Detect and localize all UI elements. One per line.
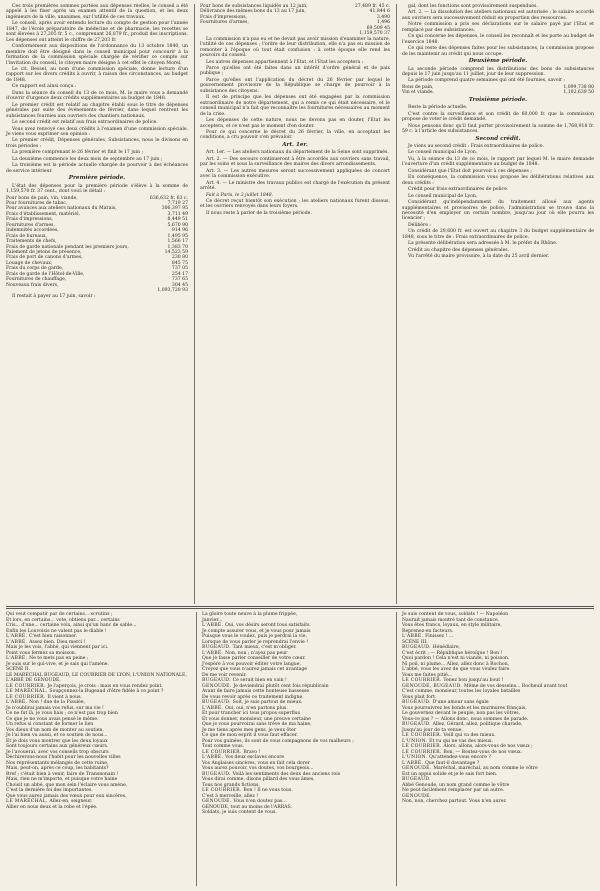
speaker-name: L'UNION. <box>402 755 430 760</box>
article-text: Art. 3. — Les autres mesures seront successivement appliquées de concert avec la commission exécutive. <box>200 168 390 180</box>
play-column-3 <box>402 612 594 805</box>
col2-closing <box>200 199 390 216</box>
amount-label: Fournitures d'armes, <box>6 222 55 228</box>
verse-text: Bref ; c'était bien à venir, faire de Transnonain ! <box>6 771 119 777</box>
verse-text: Vous me faites pitié... <box>402 672 453 678</box>
speaker-name: BUGEAUD. <box>402 777 431 782</box>
speaker-name: BUGEAUD. <box>202 700 233 705</box>
speaker-name: LE MARÉCHAL. <box>6 689 50 694</box>
verse-text: Je compte assurer vous, et je vous pour jamais <box>202 628 311 634</box>
verse-text: Et lors, en certains... vote, obtiens par... certains <box>6 617 120 623</box>
verse-text: Je deviendrai plutôt cent fois républicain <box>233 683 329 689</box>
play-line <box>6 805 192 811</box>
play-line <box>6 673 192 684</box>
amount-value: 5,670 90 <box>167 222 188 228</box>
amount-label: Fournitures de chauffage, <box>6 277 67 283</box>
paragraph: Le second crédit est relatif aux frais extraordinaires de police. <box>12 120 158 126</box>
column-2 <box>200 4 390 217</box>
second-credit-heading: Second crédit. <box>475 135 521 142</box>
paragraph: Nous pensons donc qu'il faut porter provisoirement la somme de 1,768,918 fr. 59 c. à l'article des subsistances. <box>402 123 594 135</box>
verse-text: Ce ne fut là, je vous hais ; ce n'est pas trop bien <box>6 711 118 716</box>
verse-text: Je suis content de vous, soldats ! — Napoléon <box>402 612 509 617</box>
verse-text: Est un appui solide et je le sais fort bien. <box>402 771 498 777</box>
verse-text: Veill qui va des mieux. <box>443 733 496 738</box>
verse-text: Tant mieux, c'est m'obliger. <box>232 645 297 650</box>
verse-text: Bravo ! <box>243 749 261 755</box>
amount-value: 914 96 <box>171 228 188 234</box>
speaker-name: L'ABBÉ. <box>402 760 426 766</box>
speaker-name: GENOUDE, BUGEAUD. <box>402 683 464 689</box>
amount-value: 7,719 27 <box>167 200 188 206</box>
column-divider <box>396 4 397 604</box>
verse-text: Quoi pardon ! Cela n'est ni viande, ni poisson. <box>402 656 510 661</box>
speaker-name: BUGEAUD. <box>402 645 433 650</box>
verse-text: Vous poursuivrez les bonds et les murmures français, <box>402 705 527 711</box>
col2-heading: Art. 1er. <box>282 141 308 148</box>
verse-text: LE MARÉCHAL BUGEAUD, LE COURRIER DE LYON, L'UNION NATIONALE, L'ABBÉ DE GENOUDE. <box>6 672 187 683</box>
amount-label: Fournitures d'armes, <box>200 20 249 26</box>
feuilleton-rule <box>6 606 594 607</box>
speaker-name: BUGEAUD. <box>402 700 433 705</box>
verse-text: Vos dieux d'un nom de monter au soutien. <box>6 727 104 733</box>
verse-text: Allier en nous deux et la robe et l'épée. <box>6 804 98 810</box>
article-text: Art. 2. — Des secours continueront à être accordés aux ouvriers sans travail, par les soins et sous la surveillance des maires des divers arrondissements. <box>200 156 390 168</box>
col2-articles <box>200 150 390 191</box>
amount-value: 1,102,639 50 <box>563 90 594 96</box>
paragraph: Ces trois premières sommes portées aux dépenses réelles, le conseil a été appelé à les fixer après un examen attentif de la question, et les deux ingénieurs de la ville, unanimes, sur l'utilité de ces travaux. <box>6 4 188 20</box>
verse-text: Janvier... <box>202 617 223 623</box>
amount-label: Frais d'impressions, <box>200 14 248 20</box>
verse-text: Hénédiaire, <box>432 645 461 650</box>
amount-value: 845 75 <box>171 260 188 266</box>
verse-text: Vos deux esclaves encore <box>225 755 285 760</box>
paragraph: Crédit au chapitre des dépenses générales. <box>408 247 510 253</box>
verse-text: Assez bien. Dieu merci ! <box>29 639 86 645</box>
verse-text: Ne peut facilement remplacer par un autre. <box>402 788 505 793</box>
verse-text: Point vous fermez sa moisson. <box>6 650 77 656</box>
verse-text: C'est écrit ; — République héroïque ! Bon ! <box>402 650 503 656</box>
speaker-name: L'ABBÉ. <box>202 705 226 711</box>
paragraph: Parce qu'elles ont été faites dans un intérêt d'ordre général et de paix publique ; <box>200 65 390 77</box>
verse-text: Allez-en, seigneur. <box>49 799 93 804</box>
verse-text: Puisque vous le voulez, puis je perdrai la vie, <box>202 634 307 639</box>
verse-text: SCÈNE II. <box>6 667 30 672</box>
verse-text: Tout comme vous. <box>202 744 245 749</box>
col2-subtotal: 69,509 45 <box>366 25 390 31</box>
verse-text: Et je dois vous montrer que les deux loyaux <box>6 738 108 744</box>
verse-text: Non ! due de la Piaulée, <box>29 700 86 705</box>
verse-text: Déchirerons-nous l'habit pour les nouvelles villes <box>6 755 121 760</box>
verse-text: De me voir revenir. <box>202 672 247 678</box>
period2-heading: Deuxième période. <box>468 58 528 65</box>
verse-text: Soit, je suis partout de mieux. <box>232 700 303 705</box>
verse-text: Et vu qui ne vas des mieux. <box>429 738 493 744</box>
paragraph: Pour ce qui concerne le décret du 26 février, la ville, en acceptant les conditions, a cru pouvoir s'en prévaloir. <box>200 129 390 141</box>
speaker-name: L'UNION. <box>402 738 430 744</box>
speaker-name: LE COURRIER. <box>202 788 244 793</box>
article-text: Art. 4. — Le ministre des travaux publics est chargé de l'exécution du présent arrêté. <box>200 180 390 192</box>
verse-text: Que faut-il davantage ? <box>425 760 480 766</box>
play-column-1 <box>6 612 192 810</box>
paragraph: Le cit. Bessel, au nom d'une commission spéciale, donne lecture d'un rapport sur les divers crédits à ouvrir, à raison des circonstances, au budget de 1848. <box>6 66 188 83</box>
amount-label: Pour fournitures de tabac, <box>6 200 68 206</box>
period1-heading: Première période. <box>68 175 126 182</box>
verse-text: Alors, allons, alors-vous de nos vœux ; <box>443 744 533 749</box>
paragraph: Il est de principe que les dépenses ont été engagées par la commission extraordinaire de notre département, qui a remis ce qui était nécessaire, et le conseil municipal n'a fait que reconnaître les fournitures nécessaires au moment de la crise. <box>200 95 390 117</box>
verse-text: Je l'aperçois, je crois : mais en vous rendez point. <box>47 683 163 689</box>
verse-text: Bon, — Boutez-vous de nos vœux. <box>443 749 523 755</box>
amount-value: 3,490 <box>376 14 390 20</box>
speaker-name: BUGEAUD. <box>202 771 233 777</box>
amount-value: 1,383 70 <box>167 244 188 250</box>
speaker-name: L'ABBÉ. <box>402 634 426 639</box>
speaker-name: BUGEAUD. <box>402 722 433 727</box>
paragraph: Ce qui reste des dépenses faites pour les subsistances, la commission propose de les maintenir au crédit qui nous occupe. <box>402 46 594 57</box>
paragraph: Considérant qu'indépendamment du traitement alloué aux agents supplémentaires et provisoires de police, l'administration se trouve dans la nécessité d'en employer un certain nombre, jusqu'au jour où elle pourra les licencier ; <box>402 200 594 222</box>
verse-text: Vous-ce pas ? — Allons donc, nous sommes de parade. <box>402 716 529 722</box>
speaker-name: L'ABBÉ. <box>202 755 226 760</box>
speaker-name: GENOUDE. <box>402 793 432 799</box>
feuilleton-rule <box>6 608 594 609</box>
period1-intro: L'état des dépenses pour la première période s'élève à la somme de 1,159,570 fr. 37 cent., dont voici le détail : <box>6 183 188 195</box>
period1-total: 1,093,720 93 <box>157 288 188 294</box>
amount-row <box>402 90 594 95</box>
verse-text: Ne te mets pas en peine ; <box>29 656 89 661</box>
amount-label: Frais de garde nationale pendant les premiers jours, <box>6 244 129 250</box>
amount-label: Frais de bureaux, <box>6 233 48 239</box>
verse-text: C'est à merveille, allez ! <box>202 793 259 799</box>
play-line <box>402 799 594 805</box>
verse-text: Mais, peut-on, après ce coup, les habitants? <box>6 766 109 771</box>
speaker-name: LE COURRIER. <box>6 694 48 700</box>
speaker-name: LE COURRIER. <box>402 749 444 755</box>
col3-paragraphs <box>402 4 594 57</box>
paragraph: La présente délibération sera adressée à M. le préfet du Rhône. <box>408 241 558 247</box>
period1-items <box>6 196 188 289</box>
amount-value: 636,632 fr. 63 c. <box>149 195 188 201</box>
play-divider <box>396 612 397 886</box>
verse-text: Cris... d'une... certaine voix, ainsi qu'un banc de sable... <box>6 623 137 628</box>
verse-text: Choisit un abbé, que mon sein l'éclaire vous amène, <box>6 782 128 788</box>
period3-text <box>402 105 594 134</box>
play-divider <box>196 612 197 886</box>
paragraph: Les dépenses de cette nature, nous ne devons pas en douter, l'Etat les acceptera, et ce n'est pas le moment d'en douter. <box>200 118 390 129</box>
amount-label: Frais de garde de l'Hôtel-de-Ville, <box>6 271 85 277</box>
verse-text: Pour vos guinées, ils sont de vous compagnons de vos malheurs ; <box>202 738 354 744</box>
col2-total: 1,159,570 37 <box>359 31 390 37</box>
verse-text: Que vous aurez jamais des vœux pour eux sincères. <box>6 793 127 799</box>
verse-text: Enfin les Louvoisis ne valent pas le diable ! <box>6 628 107 634</box>
verse-text: C'est bien raisonner. <box>29 634 78 639</box>
verse-text: Non, non ; n'ayez pas peur <box>225 650 288 656</box>
verse-text: Jusqu'au jour de ta venue. <box>402 727 463 733</box>
amount-value: 230 80 <box>171 255 188 261</box>
verse-text: Tous nos grands fictions. <box>202 782 260 788</box>
column-1 <box>6 4 188 300</box>
verse-text: Soupçonnez-la Bugeaud d'être fidèle à ce point ? <box>49 689 164 694</box>
paragraph: Ce qui concerne les dépenses, le conseil les reconnaît et les porte au budget de l'exercice 1848. <box>402 34 594 45</box>
verse-text: Je suis sur le qui-vive, et je sais qui l'amène. <box>6 661 109 667</box>
paragraph: Reste la période actuelle. <box>408 105 468 111</box>
amount-label: Frais du corps de garde, <box>6 266 64 272</box>
paragraph: Considérant que l'Etat doit pourvoir à ces dépenses ; <box>408 168 532 174</box>
paragraph: En conséquence, la commission vous propose les délibérations relatives aux deux crédits : <box>402 175 594 186</box>
period1-remaining: Il restait à payer au 17 juin, savoir : <box>12 293 96 299</box>
paragraph: La période comprend quatre semaines qui ont été fournies, savoir : <box>408 78 566 84</box>
verse-text: Et vous donner, monsieur, une preuve certaine <box>202 716 311 722</box>
amount-value: 14,523 59 <box>164 250 188 256</box>
amount-label: Indemnités accordées, <box>6 228 59 234</box>
verse-text: Que je vous pourvoirai sans trêve de ma haine, <box>202 722 312 727</box>
speaker-name: L'ABBÉ. <box>202 623 226 628</box>
verse-text: Naurait jamais montré tant de constance. <box>402 617 500 623</box>
verse-text: La gloire toute neuve à la plume frippée, <box>202 612 298 617</box>
verse-text: Voilà les sentiments des deux des anciens rois <box>232 771 341 777</box>
paragraph: gal, dont les fonctions sont provisoirement suspendues. <box>408 4 538 9</box>
verse-text: Ce que de mon esprit il vous faut effacer. <box>202 733 298 738</box>
paragraph: La deuxième commence les deux mois de septembre au 17 juin ; <box>12 156 163 162</box>
verse-text: Reprenez-en facteurs. <box>402 628 454 634</box>
paragraph: Art. 2. — La dissolution des ateliers nationaux est autorisée ; le salaire accordé aux ouvriers sera successivement réduit en proportion des ressources. <box>402 10 594 21</box>
verse-text: Vous n'en doutez pas... <box>233 799 287 804</box>
verse-text: Tenez bon jusqu'au bout ! <box>443 678 504 683</box>
speaker-name: LE COURRIER. <box>6 683 48 689</box>
speaker-name: LE MARÉCHAL. <box>6 799 50 804</box>
paragraph: Les autres dépenses appartiennent à l'Etat, et l'Etat les acceptera : <box>206 59 364 65</box>
paragraph: Conformément aux dispositions de l'ordonnance du 13 octobre 1840, un membre doit être désigné dans le conseil municipal pour concourir à la formation de la commission spéciale chargée de vérifier ce compte sur l'invitation du conseil, le citoyen maire désigne à cet effet le citoyen Morel. <box>6 44 188 66</box>
paragraph: Crédit pour frais extraordinaires de police. <box>408 187 509 193</box>
verse-text: Oui, oui, n'en parlons plus. <box>225 705 288 711</box>
verse-text: Vos Anglaises sincères, vous en fait cela dorer <box>202 760 310 766</box>
speaker-name: L'ABBÉ. <box>6 634 30 639</box>
verse-text: SCÈNE III. <box>402 639 428 645</box>
paragraph: Il nous reste à parler de la troisième période. <box>206 210 312 216</box>
amount-value: 27,489 fr. 45 c. <box>354 4 390 9</box>
paragraph: Parce qu'elles ont l'application du décret du 26 février par lequel le gouvernement provisoire de la République se charge de pourvoir à la subsistance des citoyens. <box>200 77 390 94</box>
period2-text <box>402 67 594 84</box>
verse-text: Je l'avouerai, avec vos conseils trop obscurs <box>6 749 109 755</box>
verse-text: Ce serait bien en vain ! <box>232 678 287 683</box>
col2-items <box>200 4 390 26</box>
verse-text: Croyez que vous n'aurez jamais cet avantage <box>202 667 308 672</box>
paragraph: Dans la séance du conseil du 13 de ce mois, M. le maire vous a demandé d'ouvrir d'urgence deux crédits supplémentaires au budget de 1848. <box>6 90 188 102</box>
paragraph: La seconde période comprend les distributions des bons de subsistances depuis le 17 juin jusqu'au 11 juillet, jour de leur suppression. <box>402 66 594 77</box>
paragraph: Le premier crédit est relatif au chapitre établi sous le titre de dépenses générales par suite des événements de février, dans lequel rentrent les subsistances fournies aux ouvriers des chantiers nationaux. <box>6 102 188 119</box>
amount-label: Paiement de jetons de présence, <box>6 250 82 256</box>
speaker-name: L'ABBÉ. <box>6 700 30 705</box>
second-credit-text <box>402 144 594 260</box>
amount-label: Frais d'établissement, matériel, <box>6 211 81 217</box>
verse-text: Sont toujours certains aux généreux cœurs. <box>6 744 109 749</box>
verse-text: Bon ! Il ne vous tous. <box>243 788 293 793</box>
amount-value: 1,496 <box>376 20 390 26</box>
paragraph: Notre commission a pris ses déclarations sur le salaire payé par l'Etat et remplacé par des subsistances. <box>402 22 594 33</box>
col2-paragraphs <box>200 37 390 141</box>
speaker-name: GENOUDE. <box>202 799 234 804</box>
speaker-name: L'ABBÉ. <box>6 639 30 645</box>
verse-text: Il vient à nous. <box>47 694 82 700</box>
amount-value: 3,711 49 <box>167 211 188 217</box>
speaker-name: BUGEAUD. <box>202 678 233 683</box>
paragraph: La première comprenant le 26 février et finit le 17 juin ; <box>12 150 144 156</box>
verse-text: Maréchal, maréchal, au nom comme le vôtre <box>433 766 538 771</box>
paragraph: Vu l'arrêté du maire provisoire, à la date du 25 avril dernier. <box>408 254 550 260</box>
verse-text: Qui veut compatir par de certains... scrutins ; <box>6 612 113 617</box>
verse-text: C'est comme, monsieur, toutes les loyales batailles <box>402 689 521 694</box>
amount-value: 306,397 95 <box>161 206 188 212</box>
amount-value: 41,844 6 <box>369 9 390 15</box>
amount-value: 1,495 95 <box>167 233 188 239</box>
amount-value: 737 05 <box>171 266 188 272</box>
verse-text: D'une amour sans égale <box>432 700 489 705</box>
amount-label: Pour bons de subsistances liquidés au 12 juin, <box>200 4 308 9</box>
play-footer: GENOUDE, tout au moins de l'ARRAS. <box>202 804 292 810</box>
paragraph: Le conseil municipal de Lyon, <box>408 193 478 199</box>
paragraph: Vous avez renvoyé ces deux crédits à l'examen d'une commission spéciale. Je viens vous exprimer son opinion : <box>6 126 188 137</box>
verse-text: Finissez ! ... <box>425 634 454 639</box>
speaker-name: L'ABBÉ. <box>202 650 226 656</box>
speaker-name: GENOUDE. <box>402 766 434 771</box>
paragraph: La troisième est la période actuelle chargée de pourvoir à des échéances de service intérieur. <box>6 163 188 174</box>
period2-items <box>402 85 594 96</box>
paragraph: Un crédit de 29,600 fr. est ouvert au chapitre 3 du budget supplémentaire de 1848, sous le titre de : Frais extraordinaires de police. <box>402 229 594 240</box>
amount-label: Traitements de chefs, <box>6 239 57 245</box>
speaker-name: BUGEAUD. <box>202 645 233 650</box>
intro-paragraphs <box>6 4 188 174</box>
article-text: Art. 1er. — Les ateliers nationaux du département de la Seine sont supprimés. <box>206 150 389 156</box>
verse-text: C'est la dernière foi des importantes. <box>6 788 93 793</box>
paragraph: Le conseil, après avoir entendu lecture du compte de gestion pour l'année 1847, de l'école préparatoire de médecine et de pharmacie, les recettes se sont élevées à 27,205 fr. 5 c., comprenant 26,879 fr., produit des inscriptions. Les dépenses ont atteint le chiffre de 27,203 fr. <box>6 21 188 43</box>
amount-value: 737 65 <box>171 277 188 283</box>
speaker-name: LE COURRIER. <box>402 733 444 738</box>
verse-text: Avant de faire jamais cette honteuse bassesse <box>202 689 310 694</box>
verse-text: Allez, Gérard, allez, politique charade, <box>432 722 523 727</box>
verse-text: Qu'attendez-vous encore ? <box>429 755 491 760</box>
amount-label: Bons de pain, <box>402 84 434 90</box>
verse-text: Nos représentants mélangés de cette ruine, <box>6 760 109 766</box>
paragraph: Je viens au second crédit : Frais extraordinaires de police. <box>408 143 545 149</box>
speaker-name: LE COURRIER. <box>202 749 244 755</box>
amount-label: Nouveaux frais divers, <box>6 282 59 288</box>
column-divider <box>194 4 195 604</box>
col2-signature: Fait à Paris, le 3 juillet 1848. <box>206 192 274 198</box>
paragraph: Ce rapport est ainsi conçu : <box>12 84 77 90</box>
verse-text: Je n'oublirai jamais vos refus, sur ma vie ! <box>6 705 104 711</box>
verse-text: L'abbé, vous les avez de que vous voulez faire. <box>402 667 511 672</box>
amount-label: Pour avances aux ateliers nationaux du Marais, <box>6 206 117 212</box>
column-3 <box>402 4 594 261</box>
amount-value: 1,566 17 <box>167 239 188 245</box>
verse-text: Et pour trancher ici tous propos superflus <box>202 711 300 716</box>
speaker-name: L'ABBÉ. <box>6 656 30 661</box>
play-column-2 <box>202 612 392 816</box>
verse-text: Je l'ai bien vu aussi, et ce soutien de nous... <box>6 733 108 738</box>
amount-label: Pour bons de pain, vin, viande, <box>6 195 78 201</box>
verse-text: Vous plait fort. <box>402 694 437 700</box>
paragraph: Le premier crédit, Dépenses générales, Subsistances, nous le divisons en trois périodes : <box>6 138 188 149</box>
amount-value: 1,099,738 80 <box>563 84 594 90</box>
amount-label: Louage de chevaux, <box>6 260 53 266</box>
verse-text: Lorsque de vous parler je reprendrai l'envie ! <box>202 639 309 645</box>
period3-heading: Troisième période. <box>468 96 528 103</box>
verse-text: Vous êtes francs, loyaux, en style militaire, <box>402 623 502 628</box>
verse-text: Ni poil, ni plume... Allez, allez donc à Rochon, <box>402 661 510 667</box>
verse-text: Vous dirai comme, disons pillard des vous âmes, <box>202 777 315 782</box>
amount-label: Délivrance des mêmes bons du 13 au 17 juin, <box>200 9 306 15</box>
verse-text: De vous revoir après ce traitement indigne. <box>202 694 304 700</box>
amount-value: 8,449 51 <box>167 217 188 223</box>
amount-label: Vin et viande, <box>402 90 435 96</box>
verse-text: Je me tiens après mes gens, je veux ôter <box>202 727 297 733</box>
paragraph: Le conseil municipal de Lyon, <box>408 150 478 156</box>
verse-text: Mais je les vois, l'abbé, qui viennent par ici. <box>6 645 109 650</box>
verse-text: Ce que je ne vous avais pensé le même. <box>6 716 99 722</box>
paragraph: C'est contre la surveillance et son crédit de 60,000 fr. que la commission propose de voter le crédit demandé. <box>402 111 594 123</box>
speaker-name: LE COURRIER. <box>402 678 444 683</box>
verse-text: Non, non, cherchez partout. Vous n'en aurez <box>402 799 506 804</box>
verse-text: Mais, rien ne m'importe, et puisque votre haine <box>6 777 118 782</box>
paragraph: La commission n'a pas eu et ne devait pas avoir mission d'examiner la nature, l'utilité de ces dépenses ; l'ordre de leur distribution, elle n'a pas eu mission de remonter à l'époque où tout était confusion : à cette époque elle rend les pouvoirs du conseil. <box>200 36 390 59</box>
verse-text: Vous aurez pouvoir, vos doutes, vos bourgeois... <box>202 766 314 771</box>
paragraph: Vu, à la séance du 13 de ce mois, le rapport par lequel M. le maire demande l'ouverture d'un crédit supplémentaire au budget de 1848. <box>402 156 594 168</box>
amount-value: 254 17 <box>171 271 188 277</box>
verse-text: J'espère à vos pouvoir éditer votre langue, <box>202 661 301 667</box>
verse-text: Le gouvernez devant le peuple, non pas les vôtres, <box>402 711 521 716</box>
verse-text: Abbé Genoude, un nom grand comme le vôtre <box>402 782 510 788</box>
speaker-name: GENOUDE. <box>202 683 234 689</box>
amount-label: Frais d'impressions, <box>6 217 54 223</box>
verse-text: Même de vos desseins... Rocheuil avant tout <box>463 683 568 689</box>
verse-text: Oui, vos désirs seront tous satisfaits. <box>225 623 311 628</box>
paragraph: Ce décret reçut bientôt son exécution ; les ateliers nationaux furent dissous, et les ouvriers renvoyés dans leurs foyers. <box>200 198 390 210</box>
paragraph: Délibère : <box>408 222 431 228</box>
amount-value: 304 45 <box>171 282 188 288</box>
verse-text: Que je fasse parler conseiller de votre cœur. <box>202 656 306 661</box>
amount-label: Frais de port de canons d'armes, <box>6 255 83 261</box>
play-footer: Soldats, je suis content de vous. <box>202 810 277 815</box>
speaker-name: LE COURRIER. <box>402 744 444 749</box>
verse-text: Un refus si constant de former le lien <box>6 722 94 727</box>
